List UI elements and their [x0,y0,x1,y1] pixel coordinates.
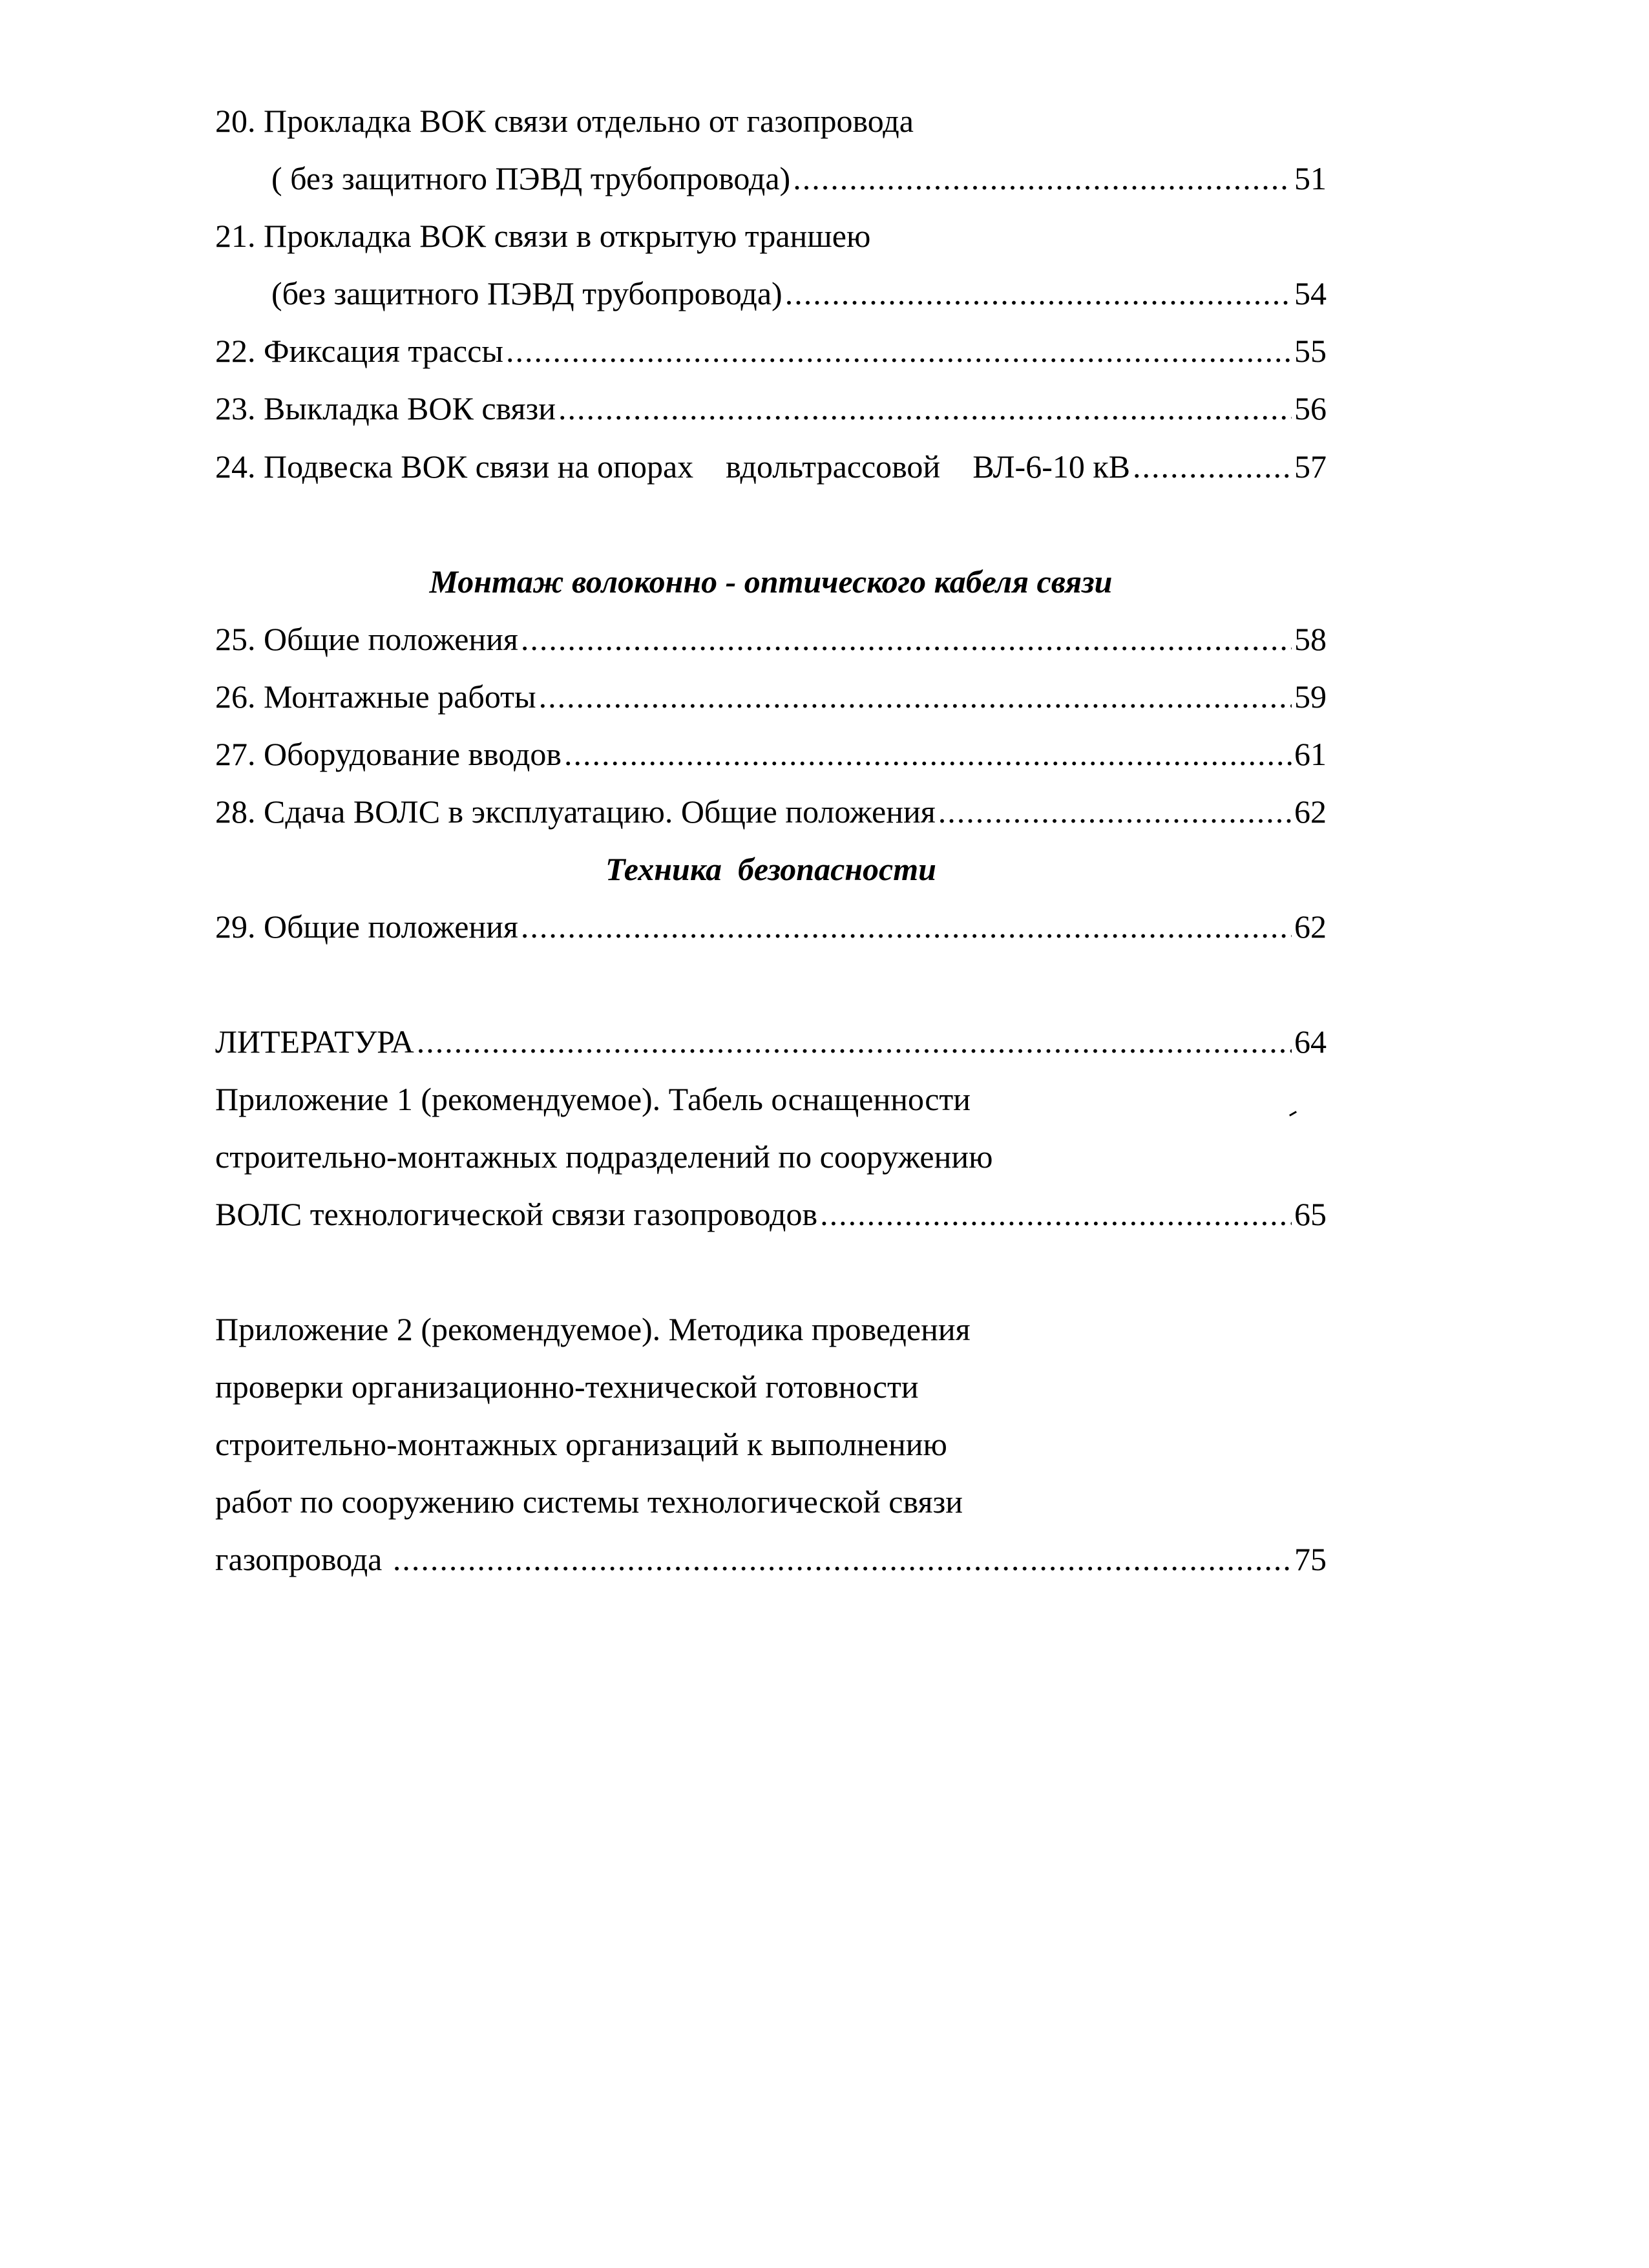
toc-page-number: 56 [1294,390,1327,426]
toc-entry-27[interactable] [215,735,1327,773]
scan-speck [1289,1111,1297,1117]
dot-leader [820,1195,1292,1234]
toc-entry-text: 24. Подвеска ВОК связи на опорах вдольтрассовой ВЛ-6-10 кВ [215,448,1130,485]
dot-leader [558,389,1292,428]
toc-entry-text: 28. Сдача ВОЛС в эксплуатацию. Общие положения [215,793,936,830]
toc-page-number: 57 [1294,448,1327,485]
dot-leader [521,907,1292,946]
toc-page-number: 58 [1294,621,1327,657]
appendix-2-line-3: строительно-монтажных организаций к выполнению [215,1426,947,1462]
appendix-1-line-1: Приложение 1 (рекомендуемое). Табель оснащенности [215,1081,971,1117]
dot-leader [506,331,1292,370]
toc-page-number: 51 [1294,160,1327,196]
toc-entry-text: ВОЛС технологической связи газопроводов [215,1196,818,1232]
dot-leader [393,1540,1292,1579]
toc-entry-29[interactable] [215,907,1327,946]
dot-leader [417,1022,1292,1061]
appendix-1-line-2: строительно-монтажных подразделений по сооружению [215,1139,993,1175]
toc-entry-24[interactable] [215,447,1327,486]
toc-page-number: 65 [1294,1196,1327,1232]
toc-entry-25[interactable] [215,620,1327,658]
toc-entry-text: 26. Монтажные работы [215,678,536,715]
toc-entry-20[interactable] [271,159,1327,198]
toc-entry-21[interactable] [271,274,1327,313]
toc-entry-text: 22. Фиксация трассы [215,333,503,369]
toc-entry-21-title: 21. Прокладка ВОК связи в открытую траншею [215,218,871,254]
toc-entry-text: 23. Выкладка ВОК связи [215,390,556,426]
toc-entry-22[interactable] [215,331,1327,370]
toc-entry-text: (без защитного ПЭВД трубопровода) [271,275,782,311]
toc-entry-literature[interactable] [215,1022,1327,1061]
toc-page-number: 61 [1294,736,1327,772]
toc-entry-text: газопровода [215,1541,390,1577]
toc-entry-28[interactable] [215,792,1327,831]
toc-page-number: 75 [1294,1541,1327,1577]
appendix-2-line-4: работ по сооружению системы технологической связи [215,1484,963,1520]
toc-page-number: 62 [1294,793,1327,830]
dot-leader [1133,447,1292,486]
dot-leader [521,620,1292,658]
toc-page-number: 55 [1294,333,1327,369]
appendix-2-line-2: проверки организационно-технической готовности [215,1369,919,1405]
toc-entry-text: 27. Оборудование вводов [215,736,562,772]
toc-page-number: 64 [1294,1024,1327,1060]
toc-page-number: 59 [1294,678,1327,715]
toc-entry-26[interactable] [215,677,1327,716]
toc-entry-appendix-2[interactable] [215,1540,1327,1579]
section-heading-mounting: Монтаж волоконно - оптического кабеля связи [429,563,1113,600]
toc-entry-text: 29. Общие положения [215,908,518,945]
toc-entry-appendix-1[interactable] [215,1195,1327,1234]
dot-leader [938,792,1292,831]
dot-leader [785,274,1292,313]
toc-page-number: 54 [1294,275,1327,311]
section-heading-safety: Техника безопасности [605,851,936,887]
dot-leader [539,677,1292,716]
appendix-2-line-1: Приложение 2 (рекомендуемое). Методика проведения [215,1311,971,1347]
toc-entry-23[interactable] [215,389,1327,428]
toc-entry-20-title: 20. Прокладка ВОК связи отдельно от газопровода [215,103,914,139]
toc-entry-text: ЛИТЕРАТУРА [215,1024,414,1060]
toc-page-number: 62 [1294,908,1327,945]
toc-entry-text: ( без защитного ПЭВД трубопровода) [271,160,791,196]
dot-leader [564,735,1292,773]
toc-entry-text: 25. Общие положения [215,621,518,657]
dot-leader [793,159,1292,198]
